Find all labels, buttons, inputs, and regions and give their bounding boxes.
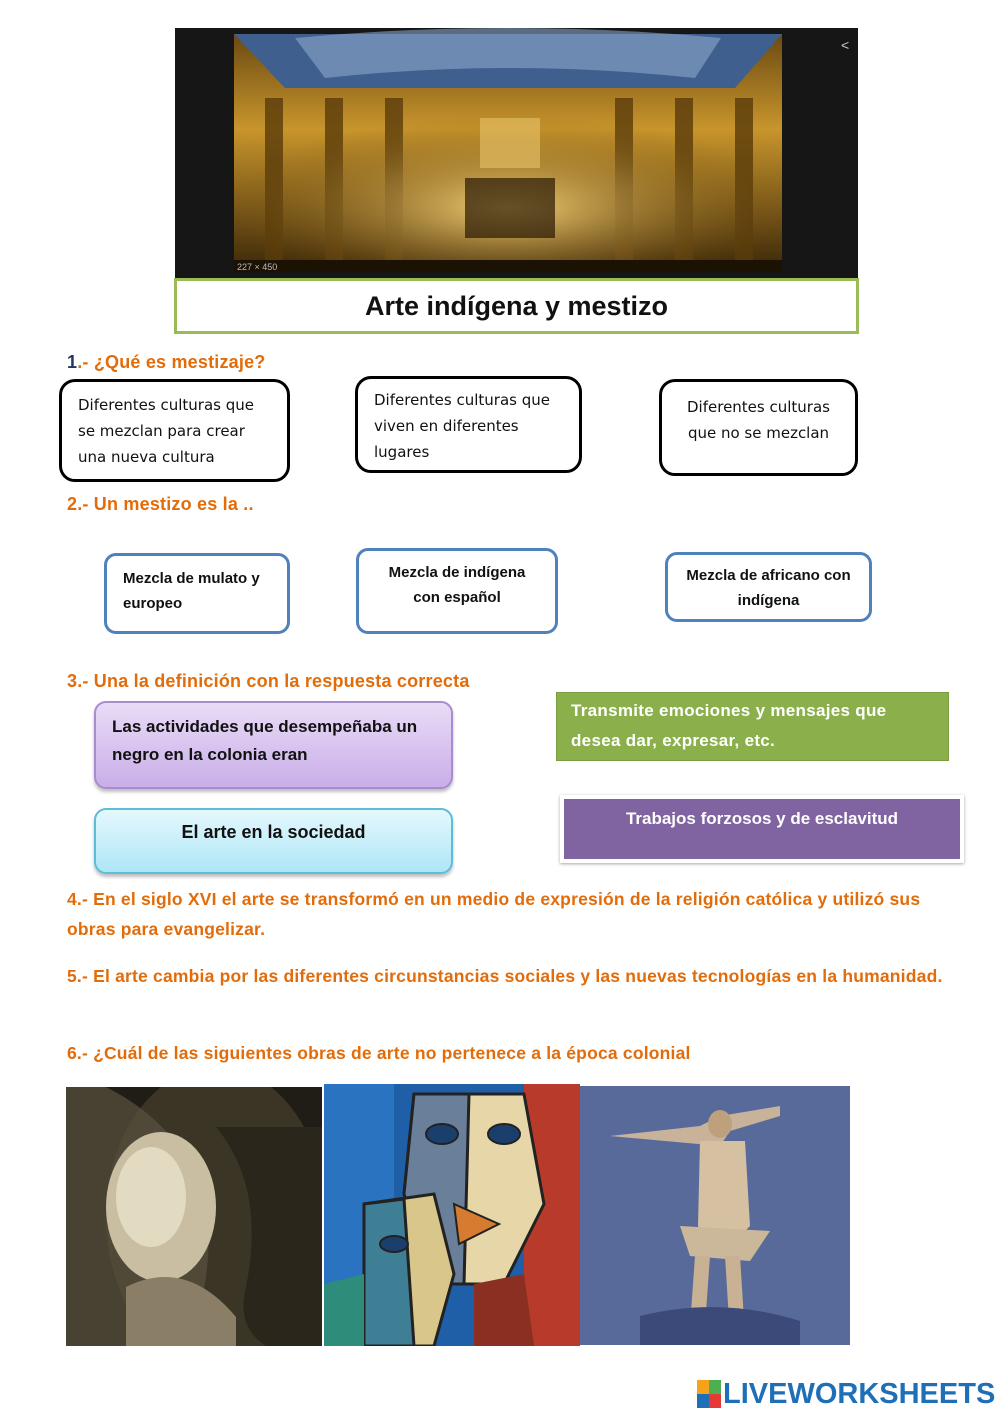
- match-right-item-2[interactable]: [560, 795, 964, 863]
- question-6: 6.- ¿Cuál de las siguientes obras de arte no pertenece a la época colonial: [67, 1043, 691, 1063]
- cubist-painting-image: [324, 1084, 580, 1346]
- church-altar-illustration: [175, 28, 858, 278]
- q1-option-2[interactable]: Diferentes culturas que viven en diferentes lugares: [355, 376, 582, 473]
- q2-option-3[interactable]: Mezcla de africano con indígena: [665, 552, 872, 622]
- liveworksheets-logo: [697, 1376, 995, 1412]
- brand-name: LIVEWORKSHEETS: [723, 1377, 996, 1410]
- artwork-option-1[interactable]: [66, 1087, 322, 1346]
- virgin-sculpture-image: [66, 1087, 322, 1346]
- match-left-item-1[interactable]: Las actividades que desempeñaba un negro en la colonia eran: [94, 701, 453, 789]
- q1-option-3[interactable]: Diferentes culturas que no se mezclan: [659, 379, 858, 476]
- match-left-item-2[interactable]: El arte en la sociedad: [94, 808, 453, 874]
- q2-option-1[interactable]: Mezcla de mulato y europeo: [104, 553, 290, 634]
- liveworksheets-logo-icon: [697, 1380, 721, 1408]
- image-size-caption: 227 × 450: [237, 262, 278, 272]
- match-right-item-1[interactable]: Transmite emociones y mensajes que desea dar, expresar, etc.: [556, 692, 949, 761]
- question-1-number: 1: [67, 352, 78, 372]
- page-title: Arte indígena y mestizo: [174, 278, 859, 334]
- match-right-item-2-label: Trabajos forzosos y de esclavitud: [564, 799, 960, 859]
- question-1: [67, 352, 265, 373]
- artwork-option-2[interactable]: [324, 1084, 580, 1346]
- question-4: 4.- En el siglo XVI el arte se transformó en un medio de expresión de la religión católica y utilizó sus obras para evangelizar.: [67, 889, 921, 939]
- question-5: 5.- El arte cambia por las diferentes circunstancias sociales y las nuevas tecnologías en la humanidad.: [67, 966, 943, 986]
- question-3: 3.- Una la definición con la respuesta correcta: [67, 671, 470, 691]
- christ-sculpture-image: [580, 1086, 850, 1345]
- question-2: 2.- Un mestizo es la ..: [67, 494, 254, 514]
- artwork-option-3[interactable]: [580, 1086, 850, 1345]
- church-interior-photo: [175, 28, 858, 278]
- question-1-text: .- ¿Qué es mestizaje?: [77, 352, 266, 372]
- q1-option-1[interactable]: Diferentes culturas que se mezclan para crear una nueva cultura: [59, 379, 290, 482]
- image-prev-icon[interactable]: <: [841, 37, 850, 53]
- q2-option-2[interactable]: Mezcla de indígena con español: [356, 548, 558, 634]
